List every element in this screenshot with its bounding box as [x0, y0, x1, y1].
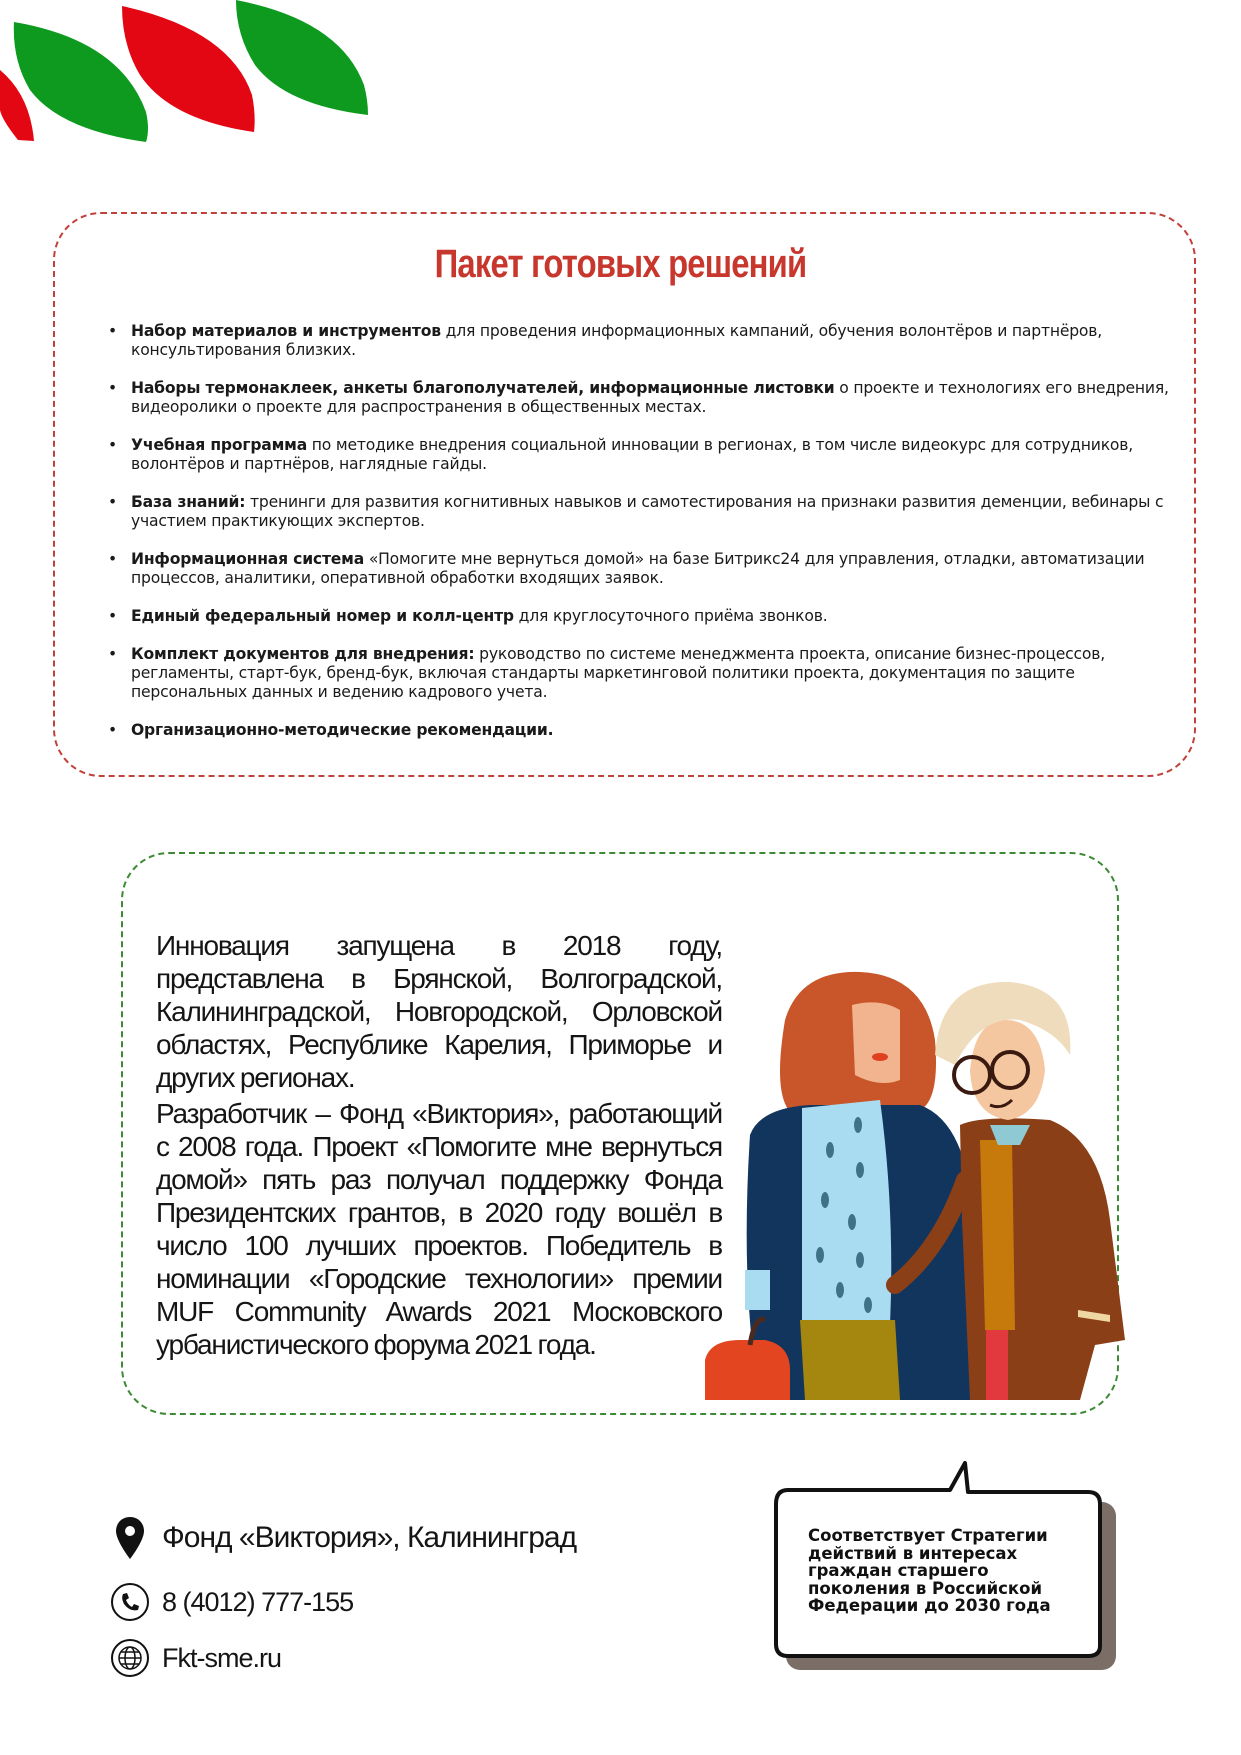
list-item: • Учебная программа по методике внедрения социальной инновации в регионах, в том числе видеокурс для сотрудников, волонтёров и партнёров, наглядные гайды. — [108, 436, 1133, 473]
list-item: • Наборы термонаклеек, анкеты благополучателей, информационные листовки о проекте и технологиях его внедрения, видеоролики о проекте для распространения в общественных местах. — [108, 379, 1169, 416]
website-link[interactable]: Fkt-sme.ru — [162, 1642, 282, 1673]
women-illustration — [700, 960, 1160, 1420]
about-paragraph-developer: Разработчик – Фонд «Виктория», работающий с 2008 года. Проект «Помогите мне вернуться домой» пять раз получал поддержку Фонда Президентских грантов, в 2020 году вошёл в число 100 лучших проектов. Победитель в номинации «Городские технологии» премии MUF Community Awards 2021 Московского урбанистического форума 2021 года. — [156, 1098, 722, 1360]
solutions-title: Пакет готовых решений — [434, 242, 807, 286]
list-item: • База знаний: тренинги для развития когнитивных навыков и самотестирования на признаки развития деменции, вебинары с участием практикующих экспертов. — [108, 493, 1164, 530]
address-text: Фонд «Виктория», Калининград — [162, 1521, 577, 1554]
contact-address — [108, 1516, 576, 1560]
location-pin-icon — [108, 1516, 152, 1560]
contact-phone[interactable] — [108, 1580, 353, 1624]
solutions-list — [106, 322, 1176, 759]
list-item: • Организационно-методические рекомендации. — [108, 721, 554, 739]
list-item: • Единый федеральный номер и колл-центр для круглосуточного приёма звонков. — [108, 607, 828, 625]
about-paragraph-regions: Инновация запущена в 2018 году, представлена в Брянской, Волгоградской, Калининградской, Новгородской, Орловской областях, Республике Карелия, Приморье и других регионах. — [156, 930, 722, 1093]
green-leaf-3 — [236, 0, 368, 115]
globe-icon — [108, 1636, 152, 1680]
decorative-leaves — [0, 0, 380, 150]
list-item: • Набор материалов и инструментов для проведения информационных кампаний, обучения волонтёров и партнёров, консультирования близких. — [108, 322, 1102, 359]
list-item: • Информационная система «Помогите мне вернуться домой» на базе Битрикс24 для управления, отладки, автоматизации процессов, аналитики, оперативной обработки входящих заявок. — [108, 550, 1145, 587]
strategy-callout-text: Соответствует Стратегии действий в интересах граждан старшего поколения в Российской Федерации до 2030 года — [808, 1526, 1051, 1615]
phone-text[interactable]: 8 (4012) 777-155 — [162, 1586, 354, 1617]
list-item: • Комплект документов для внедрения: руководство по системе менеджмента проекта, описание бизнес-процессов, регламенты, старт-бук, бренд-бук, включая стандарты маркетинговой политики проекта, документация по защите персональных данных и ведению кадрового учета. — [108, 645, 1105, 701]
phone-icon — [108, 1580, 152, 1624]
contact-website[interactable] — [108, 1636, 281, 1680]
